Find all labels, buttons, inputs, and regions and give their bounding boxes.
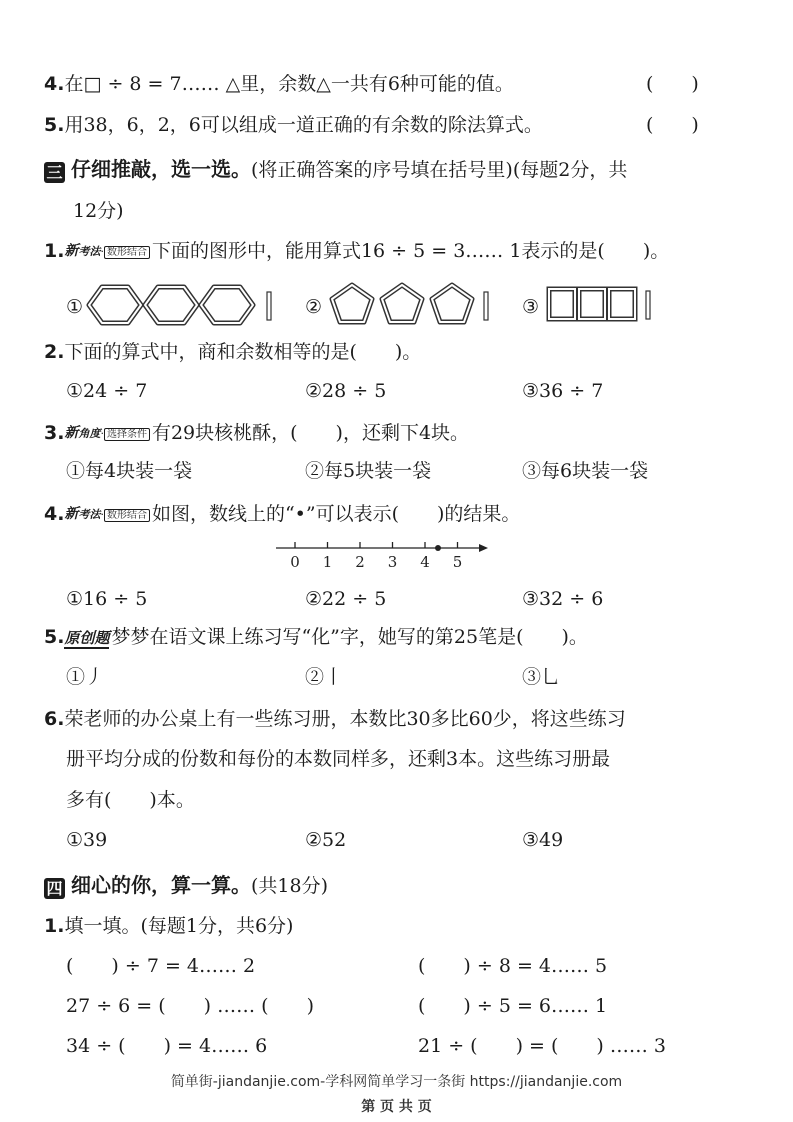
fill-item[interactable]: ( ) ÷ 8 = 4…… 5 [418, 955, 608, 977]
section-number-box: 四 [44, 878, 65, 899]
mc-question-2 [44, 339, 421, 365]
option-3[interactable]: ③32 ÷ 6 [522, 588, 604, 610]
question-tag: 新考法· 数形结合 [64, 506, 150, 524]
question-text: 下面的算式中，商和余数相等的是( )。 [64, 341, 422, 363]
question-number: 4. [44, 503, 65, 525]
section-note: (将正确答案的序号填在括号里)(每题2分，共 [251, 159, 628, 181]
hexagon-figures [88, 282, 278, 328]
option-1[interactable]: ①16 ÷ 5 [66, 588, 148, 610]
fill-item[interactable]: 27 ÷ 6 = ( ) …… ( ) [66, 995, 314, 1017]
fill-item[interactable]: 21 ÷ ( ) = ( ) …… 3 [418, 1035, 666, 1057]
section-title: 细心的你，算一算。 [71, 873, 251, 897]
section-number-box: 三 [44, 162, 65, 183]
question-text: 用38，6，2，6可以组成一道正确的有余数的除法算式。 [64, 114, 543, 136]
fill-item[interactable]: ( ) ÷ 7 = 4…… 2 [66, 955, 256, 977]
option-2[interactable]: ②52 [305, 829, 347, 851]
option-1[interactable]: ①丿 [66, 666, 105, 688]
question-text: 下面的图形中，能用算式16 ÷ 5 = 3…… 1表示的是( )。 [151, 240, 670, 262]
question-text: 有29块核桃酥，( )，还剩下4块。 [151, 422, 470, 444]
tick-label: 2 [355, 553, 365, 571]
option-3[interactable]: ③49 [522, 829, 564, 851]
option-2[interactable]: ②丨 [305, 666, 344, 688]
tick-label: 5 [452, 553, 463, 571]
question-number: 5. [44, 114, 65, 136]
option-2[interactable]: ② [305, 296, 323, 318]
mc-question-6 [44, 706, 626, 732]
option-1[interactable]: ① [66, 296, 84, 318]
question-number: 1. [44, 240, 65, 262]
question-text: 梦梦在语文课上练习写“化”字，她写的第25笔是( )。 [111, 626, 588, 648]
number-line-arrow [479, 544, 488, 552]
question-number: 5. [44, 626, 65, 648]
answer-paren[interactable]: ( ) [646, 114, 699, 136]
option-2[interactable]: ②22 ÷ 5 [305, 588, 387, 610]
question-number: 6. [44, 708, 65, 730]
question-text-line-3: 多有( )本。 [66, 789, 195, 811]
option-1[interactable]: ①39 [66, 829, 108, 851]
question-number: 2. [44, 341, 65, 363]
original-question-tag: 原创题 [64, 629, 110, 647]
option-2[interactable]: ②每5块装一袋 [305, 460, 432, 482]
source-footer: 简单街-jiandanjie.com-学科网简单学习一条街 https://jiandanjie.com [170, 1074, 623, 1090]
mc-question-1 [44, 238, 669, 264]
question-number: 4. [44, 73, 65, 95]
option-2[interactable]: ②28 ÷ 5 [305, 380, 387, 402]
option-3[interactable]: ③乚 [522, 666, 561, 688]
option-1[interactable]: ①每4块装一袋 [66, 460, 193, 482]
pentagon-figures [330, 282, 500, 328]
tick-label: 0 [290, 553, 300, 571]
mc-question-5 [44, 624, 588, 651]
question-text: 在□ ÷ 8 = 7…… △里，余数△一共有6种可能的值。 [64, 73, 514, 95]
section-title: 仔细推敲，选一选。 [71, 157, 251, 181]
fill-item[interactable]: ( ) ÷ 5 = 6…… 1 [418, 995, 608, 1017]
calc-question-1 [44, 913, 293, 939]
question-tag: 新角度· 选择条件 [64, 425, 150, 443]
question-text: 如图，数线上的“•”可以表示( )的结果。 [151, 503, 521, 525]
number-line-dot [435, 545, 441, 551]
square-figures [546, 286, 656, 326]
mc-question-4 [44, 501, 520, 527]
question-tag: 新考法· 数形结合 [64, 243, 150, 261]
fill-item[interactable]: 34 ÷ ( ) = 4…… 6 [66, 1035, 268, 1057]
tick-label: 4 [420, 553, 430, 571]
tick-label: 3 [387, 553, 398, 571]
question-number: 1. [44, 915, 65, 937]
question-text: 填一填。(每题1分，共6分) [64, 915, 294, 937]
option-3[interactable]: ③每6块装一袋 [522, 460, 649, 482]
answer-paren[interactable]: ( ) [646, 73, 699, 95]
option-3[interactable]: ③ [522, 296, 540, 318]
page-number: 第 页 共 页 [361, 1099, 432, 1115]
section-3-heading [44, 156, 627, 183]
number-line [276, 538, 490, 574]
question-text-line-2: 册平均分成的份数和每份的本数同样多，还剩3本。这些练习册最 [66, 748, 611, 770]
judge-question-5 [44, 112, 543, 138]
judge-question-4 [44, 71, 514, 97]
question-text-line-1: 荣老师的办公桌上有一些练习册，本数比30多比60少，将这些练习 [64, 708, 626, 730]
option-3[interactable]: ③36 ÷ 7 [522, 380, 604, 402]
mc-question-3 [44, 420, 469, 446]
section-4-heading [44, 872, 328, 899]
section-note: (共18分) [251, 875, 329, 897]
section-3-note-cont: 12分) [73, 200, 124, 222]
question-number: 3. [44, 422, 65, 444]
tick-label: 1 [322, 553, 333, 571]
option-1[interactable]: ①24 ÷ 7 [66, 380, 148, 402]
